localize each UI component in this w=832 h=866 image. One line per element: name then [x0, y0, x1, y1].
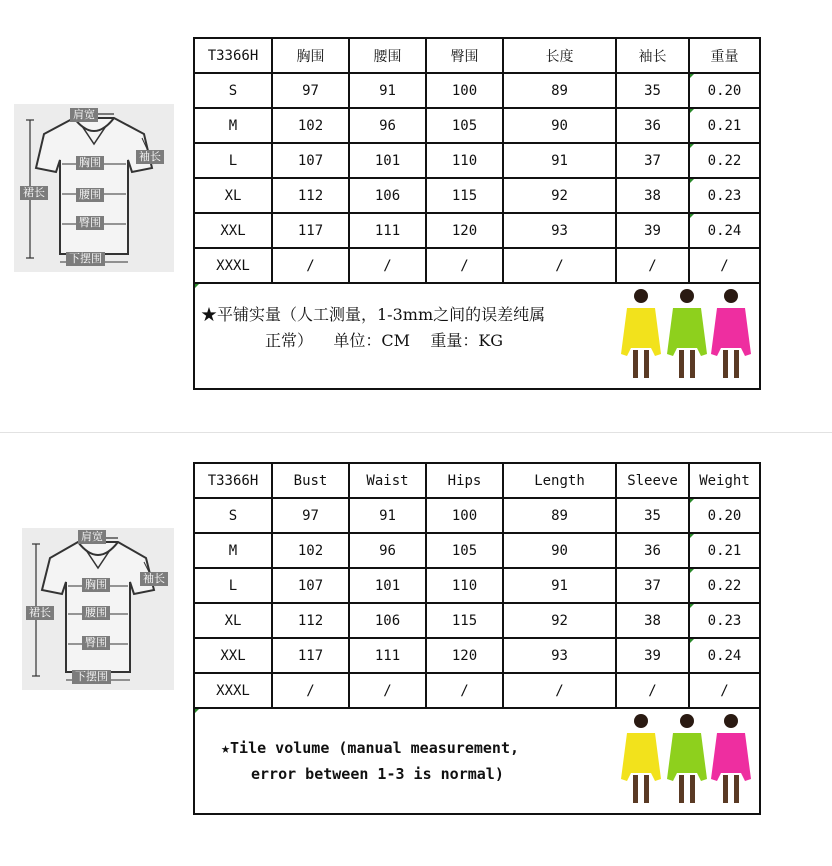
- size-cell: S: [194, 73, 272, 108]
- note-text: [201, 302, 609, 354]
- table-cell: /: [689, 673, 760, 708]
- table-cell: 101: [349, 568, 426, 603]
- length-label: 裙长: [20, 186, 48, 200]
- note-line: ★Tile volume (manual measurement,: [221, 739, 520, 757]
- table-cell: 106: [349, 178, 426, 213]
- table-cell: 91: [503, 568, 616, 603]
- table-cell: 120: [426, 213, 503, 248]
- table-cell: /: [503, 248, 616, 283]
- table-cell: 39: [616, 213, 689, 248]
- table-cell: 112: [272, 603, 349, 638]
- table-cell: 102: [272, 108, 349, 143]
- waist-label: 腰围: [82, 606, 110, 620]
- table-cell: 111: [349, 213, 426, 248]
- table-header-row: [194, 38, 760, 73]
- table-cell: 100: [426, 498, 503, 533]
- table-cell: /: [349, 673, 426, 708]
- header-cell: 重量: [689, 38, 760, 73]
- size-cell: L: [194, 143, 272, 178]
- header-cell: Sleeve: [616, 463, 689, 498]
- waist-label: 腰围: [76, 188, 104, 202]
- hem-label: 下摆围: [72, 670, 111, 684]
- table-row: [194, 638, 760, 673]
- header-cell: Length: [503, 463, 616, 498]
- size-cell: XXXL: [194, 248, 272, 283]
- size-cell: XXL: [194, 638, 272, 673]
- table-cell: 117: [272, 213, 349, 248]
- table-cell: 93: [503, 213, 616, 248]
- table-cell: 111: [349, 638, 426, 673]
- header-cell: T3366H: [194, 463, 272, 498]
- table-cell: 37: [616, 568, 689, 603]
- table-cell: 107: [272, 143, 349, 178]
- table-cell: 115: [426, 178, 503, 213]
- table-row: [194, 603, 760, 638]
- bust-label: 胸围: [82, 578, 110, 592]
- header-cell: Hips: [426, 463, 503, 498]
- note-row: [194, 708, 760, 814]
- table-cell: 112: [272, 178, 349, 213]
- size-cell: XL: [194, 178, 272, 213]
- header-cell: Waist: [349, 463, 426, 498]
- table-cell: 110: [426, 143, 503, 178]
- size-cell: XXXL: [194, 673, 272, 708]
- table-cell: 120: [426, 638, 503, 673]
- table-cell: 0.24: [689, 638, 760, 673]
- table-cell: 115: [426, 603, 503, 638]
- size-chart-chinese: [0, 0, 832, 432]
- table-cell: 97: [272, 498, 349, 533]
- sleeve-label: 袖长: [140, 572, 168, 586]
- sleeve-label: 袖长: [136, 150, 164, 164]
- table-cell: /: [616, 673, 689, 708]
- header-cell: Bust: [272, 463, 349, 498]
- model-photo-icon: [615, 711, 757, 811]
- table-cell: 107: [272, 568, 349, 603]
- table-cell: /: [349, 248, 426, 283]
- table-row: [194, 73, 760, 108]
- table-cell: /: [616, 248, 689, 283]
- table-cell: 100: [426, 73, 503, 108]
- table-cell: 36: [616, 533, 689, 568]
- table-cell: 91: [349, 498, 426, 533]
- size-cell: XL: [194, 603, 272, 638]
- table-cell: 91: [349, 73, 426, 108]
- table-cell: 35: [616, 498, 689, 533]
- table-cell: 89: [503, 498, 616, 533]
- table-cell: 101: [349, 143, 426, 178]
- header-cell: T3366H: [194, 38, 272, 73]
- table-cell: 93: [503, 638, 616, 673]
- size-table-en: [193, 462, 761, 815]
- shoulder-label: 肩宽: [78, 530, 106, 544]
- note-row: [194, 283, 760, 389]
- measurement-note: [194, 283, 760, 389]
- table-cell: /: [272, 673, 349, 708]
- size-chart-english: [0, 432, 832, 866]
- table-header-row: [194, 463, 760, 498]
- table-cell: 35: [616, 73, 689, 108]
- table-cell: 105: [426, 108, 503, 143]
- table-cell: 0.21: [689, 108, 760, 143]
- table-cell: 110: [426, 568, 503, 603]
- table-cell: 0.22: [689, 143, 760, 178]
- measurement-note: [194, 708, 760, 814]
- table-cell: 96: [349, 108, 426, 143]
- model-photo-icon: [615, 286, 757, 386]
- size-table-cn: [193, 37, 761, 390]
- table-cell: /: [272, 248, 349, 283]
- note-line: error between 1-3 is normal): [251, 765, 504, 783]
- table-cell: 102: [272, 533, 349, 568]
- table-cell: 39: [616, 638, 689, 673]
- size-cell: M: [194, 108, 272, 143]
- shoulder-label: 肩宽: [70, 108, 98, 122]
- header-cell: 袖长: [616, 38, 689, 73]
- table-cell: 0.23: [689, 603, 760, 638]
- length-label: 裙长: [26, 606, 54, 620]
- table-cell: /: [426, 673, 503, 708]
- table-row: [194, 498, 760, 533]
- table-row: [194, 178, 760, 213]
- hem-label: 下摆围: [66, 252, 105, 266]
- table-cell: 89: [503, 73, 616, 108]
- table-cell: 0.21: [689, 533, 760, 568]
- table-cell: 0.20: [689, 498, 760, 533]
- note-line: 正常） 单位：CM 重量：KG: [265, 331, 504, 350]
- size-cell: M: [194, 533, 272, 568]
- note-line: ★平铺实量（人工测量，1-3mm之间的误差纯属: [201, 305, 546, 324]
- table-row: [194, 143, 760, 178]
- bust-label: 胸围: [76, 156, 104, 170]
- table-row: [194, 673, 760, 708]
- header-cell: 胸围: [272, 38, 349, 73]
- table-cell: 97: [272, 73, 349, 108]
- table-cell: 92: [503, 178, 616, 213]
- hips-label: 臀围: [82, 636, 110, 650]
- hips-label: 臀围: [76, 216, 104, 230]
- table-cell: /: [503, 673, 616, 708]
- table-cell: 36: [616, 108, 689, 143]
- table-cell: 96: [349, 533, 426, 568]
- dress-measurement-diagram: [22, 528, 174, 690]
- table-cell: 91: [503, 143, 616, 178]
- header-cell: Weight: [689, 463, 760, 498]
- table-row: [194, 213, 760, 248]
- table-cell: 92: [503, 603, 616, 638]
- size-cell: S: [194, 498, 272, 533]
- table-cell: 0.23: [689, 178, 760, 213]
- table-cell: /: [426, 248, 503, 283]
- size-cell: L: [194, 568, 272, 603]
- header-cell: 腰围: [349, 38, 426, 73]
- table-row: [194, 533, 760, 568]
- table-cell: 38: [616, 603, 689, 638]
- header-cell: 臀围: [426, 38, 503, 73]
- table-cell: 0.20: [689, 73, 760, 108]
- table-cell: /: [689, 248, 760, 283]
- size-cell: XXL: [194, 213, 272, 248]
- dress-measurement-diagram: [14, 104, 174, 272]
- table-cell: 90: [503, 533, 616, 568]
- table-cell: 38: [616, 178, 689, 213]
- table-row: [194, 108, 760, 143]
- table-row: [194, 568, 760, 603]
- table-cell: 117: [272, 638, 349, 673]
- header-cell: 长度: [503, 38, 616, 73]
- table-row: [194, 248, 760, 283]
- table-cell: 105: [426, 533, 503, 568]
- note-text: [221, 735, 609, 787]
- table-cell: 106: [349, 603, 426, 638]
- table-cell: 90: [503, 108, 616, 143]
- table-cell: 0.24: [689, 213, 760, 248]
- table-cell: 0.22: [689, 568, 760, 603]
- table-cell: 37: [616, 143, 689, 178]
